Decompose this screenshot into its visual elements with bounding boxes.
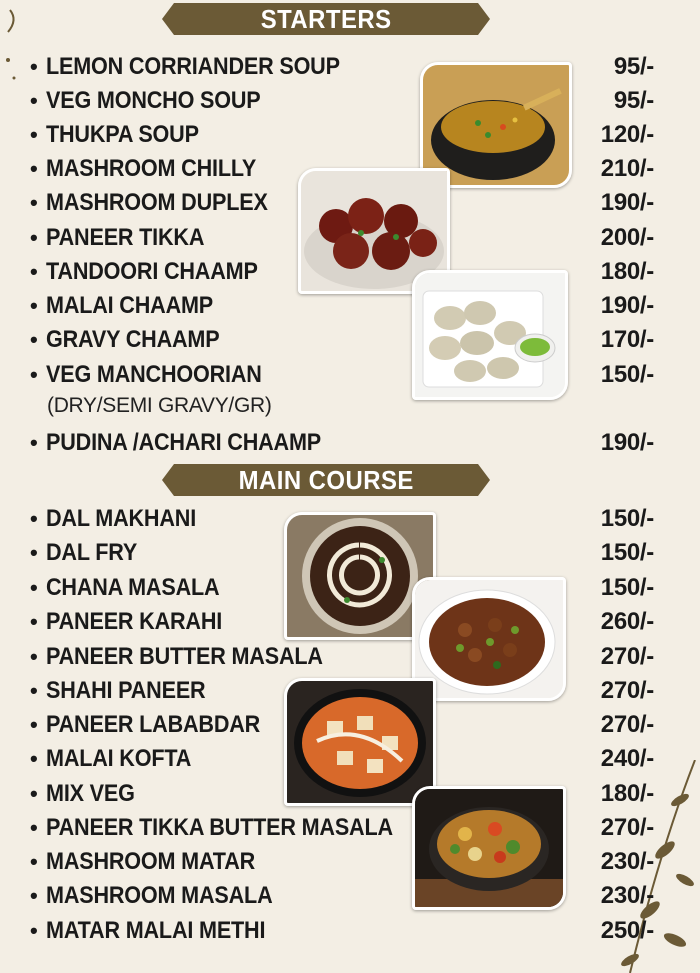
menu-item	[30, 778, 654, 810]
menu-item-name	[30, 121, 215, 149]
bullet-icon: •	[30, 327, 38, 352]
menu-item-label: PANEER TIKKA	[45, 224, 204, 251]
menu-item-price: 95/-	[613, 87, 654, 114]
menu-item-label: MIX VEG	[45, 780, 135, 807]
manchoorian-note: (DRY/SEMI GRAVY/GR)	[47, 394, 272, 417]
bullet-icon: •	[30, 88, 38, 113]
bullet-icon: •	[30, 575, 38, 600]
menu-item-label: MASHROOM MASALA	[45, 882, 273, 909]
menu-item-label: PANEER BUTTER MASALA	[45, 643, 323, 670]
menu-item	[30, 743, 654, 775]
starters-title: STARTERS	[260, 3, 392, 34]
bullet-icon: •	[30, 849, 38, 874]
menu-item-name	[30, 848, 278, 876]
menu-item-price: 150/-	[600, 574, 654, 601]
menu-item	[30, 675, 654, 707]
menu-item	[30, 503, 654, 535]
menu-item-label: GRAVY CHAAMP	[45, 326, 219, 353]
menu-item-label: VEG MANCHOORIAN	[45, 361, 262, 388]
bullet-icon: •	[30, 883, 38, 908]
menu-item-name	[30, 53, 372, 81]
leaf-decoration-icon	[0, 0, 30, 90]
menu-item-name	[30, 745, 207, 773]
menu-item-label: THUKPA SOUP	[45, 121, 199, 148]
menu-item	[30, 606, 654, 638]
menu-item-price: 170/-	[600, 326, 654, 353]
menu-item-label: DAL FRY	[45, 539, 137, 566]
menu-item-name	[30, 882, 297, 910]
menu-item-label: PANEER KARAHI	[45, 608, 222, 635]
menu-item-price: 180/-	[600, 780, 654, 807]
bullet-icon: •	[30, 293, 38, 318]
menu-item-name	[30, 917, 289, 945]
menu-item-name	[30, 677, 223, 705]
menu-item-price: 240/-	[600, 745, 654, 772]
menu-item	[30, 290, 654, 322]
menu-item-name	[30, 258, 281, 286]
menu-item-label: LEMON CORRIANDER SOUP	[45, 53, 340, 80]
menu-item	[30, 709, 654, 741]
bullet-icon: •	[30, 540, 38, 565]
menu-item-price: 95/-	[613, 53, 654, 80]
bullet-icon: •	[30, 815, 38, 840]
menu-item-price: 190/-	[600, 189, 654, 216]
menu-item-name	[30, 429, 351, 457]
bullet-icon: •	[30, 122, 38, 147]
bullet-icon: •	[30, 54, 38, 79]
menu-item-label: MALAI CHAAMP	[45, 292, 213, 319]
menu-item	[30, 846, 654, 878]
menu-item-label: MASHROOM MATAR	[45, 848, 255, 875]
bullet-icon: •	[30, 609, 38, 634]
bullet-icon: •	[30, 430, 38, 455]
menu-item-name	[30, 155, 279, 183]
menu-item	[30, 222, 654, 254]
menu-item-label: TANDOORI CHAAMP	[45, 258, 258, 285]
menu-item-name	[30, 814, 431, 842]
menu-item-price: 230/-	[600, 848, 654, 875]
menu-item	[30, 187, 654, 219]
bullet-icon: •	[30, 746, 38, 771]
menu-item-name	[30, 505, 212, 533]
bullet-icon: •	[30, 644, 38, 669]
menu-item-name	[30, 326, 238, 354]
menu-item-price: 200/-	[600, 224, 654, 251]
menu-item	[30, 537, 654, 569]
menu-item	[30, 880, 654, 912]
menu-item-price: 260/-	[600, 608, 654, 635]
bullet-icon: •	[30, 259, 38, 284]
menu-item-price: 270/-	[600, 711, 654, 738]
menu-item	[30, 572, 654, 604]
menu-item	[30, 641, 654, 673]
bullet-icon: •	[30, 506, 38, 531]
menu-item	[30, 812, 654, 844]
bullet-icon: •	[30, 225, 38, 250]
menu-item	[30, 153, 654, 185]
menu-item-price: 190/-	[600, 429, 654, 456]
main-course-banner	[162, 464, 490, 496]
menu-item-label: MALAI KOFTA	[45, 745, 191, 772]
menu-item-name	[30, 574, 238, 602]
menu-item-price: 270/-	[600, 643, 654, 670]
menu-item-name	[30, 643, 353, 671]
menu-item	[30, 427, 654, 459]
menu-item-name	[30, 224, 221, 252]
menu-item-name	[30, 189, 292, 217]
menu-item-label: VEG MONCHO SOUP	[45, 87, 261, 114]
menu-item	[30, 256, 654, 288]
bullet-icon: •	[30, 156, 38, 181]
menu-item-price: 250/-	[600, 917, 654, 944]
bullet-icon: •	[30, 712, 38, 737]
menu-item-name	[30, 539, 147, 567]
menu-item-price: 190/-	[600, 292, 654, 319]
menu-item-price: 270/-	[600, 677, 654, 704]
menu-item-name	[30, 608, 241, 636]
menu-item-label: MASHROOM DUPLEX	[45, 189, 268, 216]
menu-item-name	[30, 711, 283, 739]
menu-item-price: 210/-	[600, 155, 654, 182]
menu-item-label: SHAHI PANEER	[45, 677, 205, 704]
bullet-icon: •	[30, 678, 38, 703]
menu-item-label: PUDINA /ACHARI CHAAMP	[45, 429, 321, 456]
menu-item-label: CHANA MASALA	[45, 574, 219, 601]
menu-item-name	[30, 361, 285, 389]
menu-item-price: 270/-	[600, 814, 654, 841]
menu-item	[30, 119, 654, 151]
menu-item-label: PANEER TIKKA BUTTER MASALA	[45, 814, 393, 841]
menu-item-name	[30, 780, 144, 808]
menu-item-price: 150/-	[600, 539, 654, 566]
bullet-icon: •	[30, 918, 38, 943]
menu-item-name	[30, 292, 231, 320]
menu-item	[30, 359, 654, 391]
menu-item-price: 150/-	[600, 361, 654, 388]
bullet-icon: •	[30, 362, 38, 387]
menu-item-price: 120/-	[600, 121, 654, 148]
menu-item	[30, 85, 654, 117]
menu-item-price: 180/-	[600, 258, 654, 285]
bullet-icon: •	[30, 781, 38, 806]
menu-item-price: 230/-	[600, 882, 654, 909]
menu-item	[30, 915, 654, 947]
menu-item	[30, 51, 654, 83]
bullet-icon: •	[30, 190, 38, 215]
menu-item-label: MASHROOM CHILLY	[45, 155, 256, 182]
menu-item-name	[30, 87, 284, 115]
menu-item-label: MATAR MALAI METHI	[45, 917, 265, 944]
menu-item-label: DAL MAKHANI	[45, 505, 196, 532]
menu-item-label: PANEER LABABDAR	[45, 711, 260, 738]
starters-banner	[162, 3, 490, 35]
menu-item	[30, 324, 654, 356]
menu-item-price: 150/-	[600, 505, 654, 532]
main-course-title: MAIN COURSE	[238, 464, 414, 495]
